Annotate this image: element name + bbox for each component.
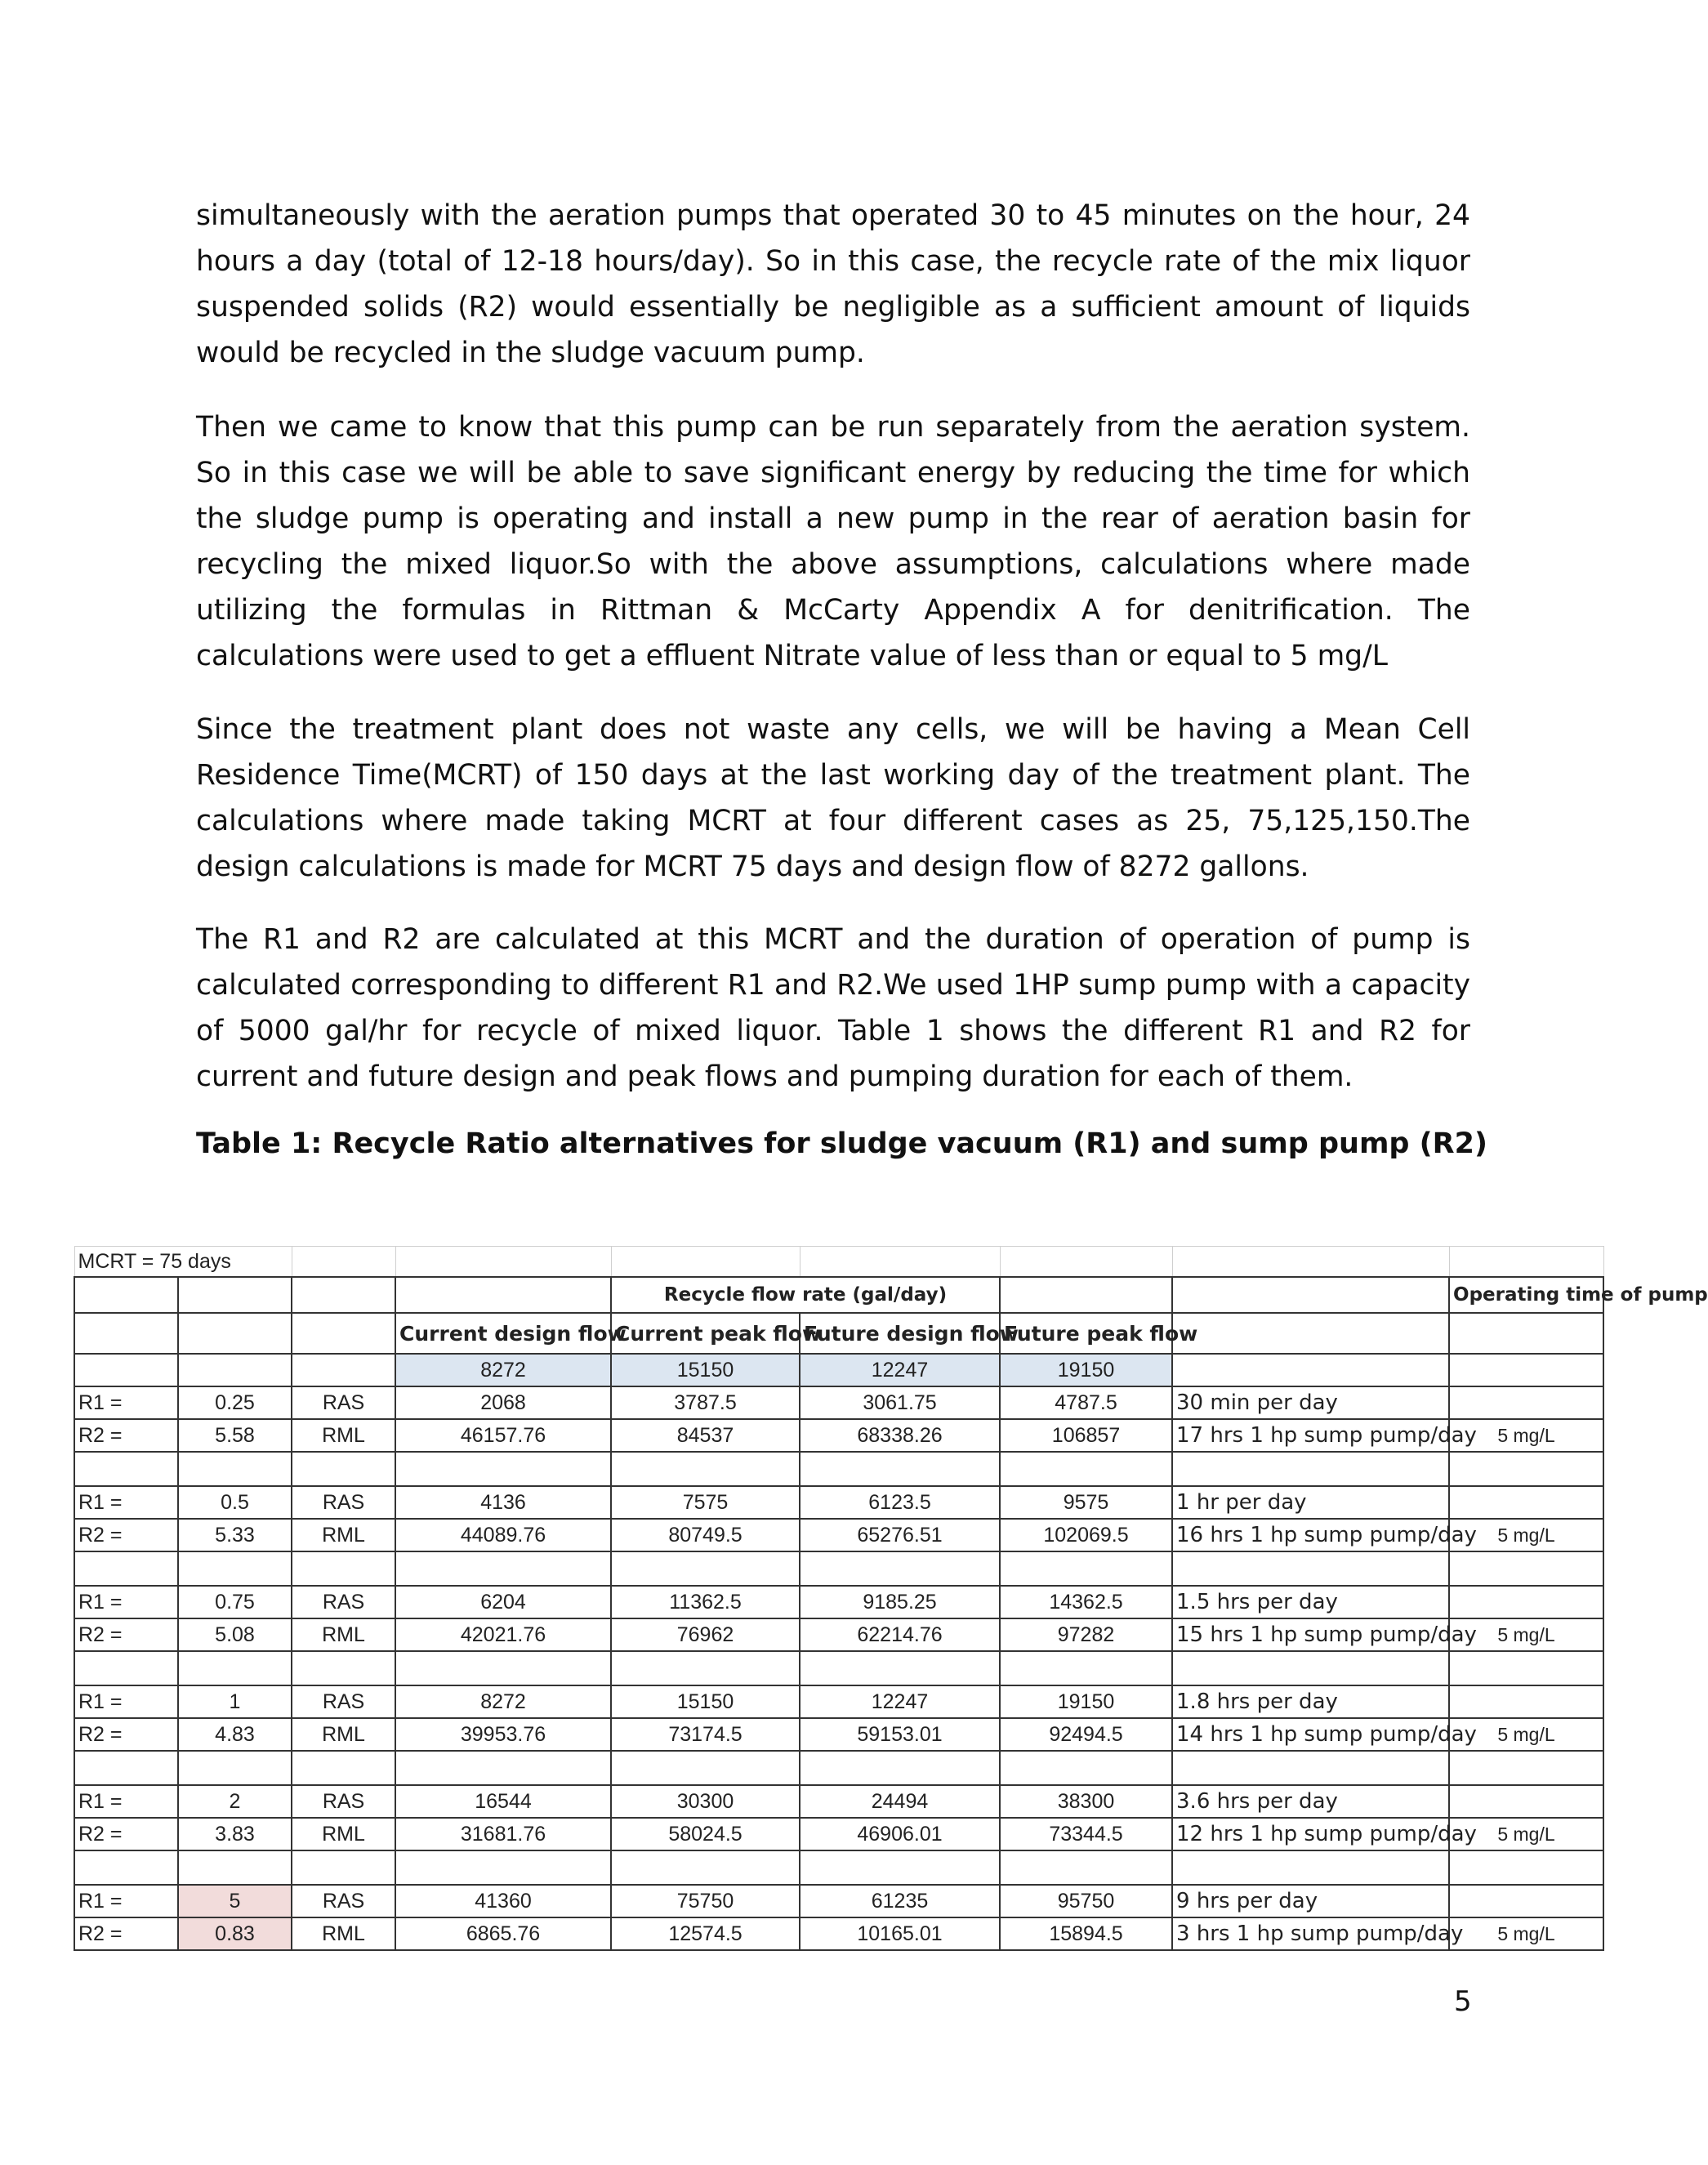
ratio-value: 0.83 — [178, 1917, 292, 1950]
operating-time: 15 hrs 1 hp sump pump/day — [1172, 1618, 1449, 1651]
table-row — [74, 1818, 1603, 1850]
flow-value: 106857 — [1000, 1419, 1172, 1452]
recycle-type: RML — [292, 1818, 395, 1850]
spacer-row — [74, 1651, 1603, 1685]
ratio-value: 0.25 — [178, 1386, 292, 1419]
flow-value: 15150 — [611, 1685, 800, 1718]
operating-time: 30 min per day — [1172, 1386, 1449, 1419]
spacer-row — [74, 1850, 1603, 1885]
recycle-type: RAS — [292, 1386, 395, 1419]
effluent-value — [1449, 1486, 1603, 1519]
flow-value: 65276.51 — [800, 1519, 1000, 1551]
recycle-type: RAS — [292, 1685, 395, 1718]
table-row — [74, 1685, 1603, 1718]
flow-value: 19150 — [1000, 1685, 1172, 1718]
effluent-value: 5 mg/L — [1449, 1519, 1603, 1551]
operating-time: 1.8 hrs per day — [1172, 1685, 1449, 1718]
flow-value: 30300 — [611, 1785, 800, 1818]
flow-value: 16544 — [395, 1785, 611, 1818]
flow-value: 68338.26 — [800, 1419, 1000, 1452]
effluent-value: 5 mg/L — [1449, 1618, 1603, 1651]
flow-value: 46157.76 — [395, 1419, 611, 1452]
operating-time: 1 hr per day — [1172, 1486, 1449, 1519]
flow-value: 4136 — [395, 1486, 611, 1519]
flow-value: 9575 — [1000, 1486, 1172, 1519]
flow-value: 6865.76 — [395, 1917, 611, 1950]
spacer-row — [74, 1452, 1603, 1486]
ratio-label: R2 = — [74, 1917, 178, 1950]
ratio-label: R2 = — [74, 1419, 178, 1452]
effluent-value: 5 mg/L — [1449, 1917, 1603, 1950]
flow-value: 92494.5 — [1000, 1718, 1172, 1751]
operating-time: 9 hrs per day — [1172, 1885, 1449, 1917]
flow-value: 31681.76 — [395, 1818, 611, 1850]
flow-value: 59153.01 — [800, 1718, 1000, 1751]
paragraph-2: Then we came to know that this pump can be run separately from the aeration system. So in this case we will be able to save significant energy by reducing the time for which the sludge pump is operating and install a new pump in the rear of aeration basin for recycling the mixed liquor.So with the above assumptions, calculations where made utilizing the formulas in Rittman & McCarty Appendix A for denitrification. The calculations were used to get a effluent Nitrate value of less than or equal to 5 mg/L — [196, 411, 1470, 672]
operating-time-header: Operating time of pump — [1449, 1277, 1603, 1313]
flow-value: 58024.5 — [611, 1818, 800, 1850]
flow-value: 80749.5 — [611, 1519, 800, 1551]
operating-time: 17 hrs 1 hp sump pump/day — [1172, 1419, 1449, 1452]
operating-time: 3 hrs 1 hp sump pump/day — [1172, 1917, 1449, 1950]
ratio-value: 0.75 — [178, 1586, 292, 1618]
table-row — [74, 1419, 1603, 1452]
ratio-label: R1 = — [74, 1685, 178, 1718]
recycle-type: RML — [292, 1718, 395, 1751]
column-header-current-peak: Current peak flow — [611, 1313, 800, 1354]
flow-value: 3787.5 — [611, 1386, 800, 1419]
flow-value: 73344.5 — [1000, 1818, 1172, 1850]
paragraph-1: simultaneously with the aeration pumps that operated 30 to 45 minutes on the hour, 24 hours a day (total of 12-18 hours/day). So in this case, the recycle rate of the mix liquor suspended solids (R2) would essentially be negligible as a sufficient amount of liquids would be recycled in the sludge vacuum pump. — [196, 199, 1470, 369]
column-header-current-design: Current design flow — [395, 1313, 611, 1354]
mcrt-row — [74, 1247, 1603, 1278]
flow-value: 12574.5 — [611, 1917, 800, 1950]
recycle-type: RAS — [292, 1586, 395, 1618]
ratio-value: 5.58 — [178, 1419, 292, 1452]
flow-value: 75750 — [611, 1885, 800, 1917]
recycle-type: RAS — [292, 1885, 395, 1917]
flow-value: 62214.76 — [800, 1618, 1000, 1651]
table-row — [74, 1885, 1603, 1917]
recycle-type: RAS — [292, 1785, 395, 1818]
header-row-1 — [74, 1277, 1603, 1313]
operating-time: 3.6 hrs per day — [1172, 1785, 1449, 1818]
recycle-type: RAS — [292, 1486, 395, 1519]
column-header-future-design: Future design flow — [800, 1313, 1000, 1354]
spreadsheet-grid — [74, 1246, 1708, 1951]
ratio-label: R1 = — [74, 1586, 178, 1618]
mcrt-label: MCRT = 75 days — [74, 1247, 292, 1278]
flow-value: 10165.01 — [800, 1917, 1000, 1950]
design-flow-future-peak: 19150 — [1000, 1354, 1172, 1386]
table-row — [74, 1486, 1603, 1519]
paragraph-3: Since the treatment plant does not waste any cells, we will be having a Mean Cell Residence Time(MCRT) of 150 days at the last working day of the treatment plant. The calculations where made taking MCRT at four different cases as 25, 75,125,150.The design calculations is made for MCRT 75 days and design flow of 8272 gallons. — [196, 713, 1470, 883]
flow-value: 97282 — [1000, 1618, 1172, 1651]
ratio-value: 3.83 — [178, 1818, 292, 1850]
flow-value: 7575 — [611, 1486, 800, 1519]
recycle-type: RML — [292, 1917, 395, 1950]
flow-value: 11362.5 — [611, 1586, 800, 1618]
table-row — [74, 1519, 1603, 1551]
flow-value: 12247 — [800, 1685, 1000, 1718]
flow-value: 84537 — [611, 1419, 800, 1452]
flow-value: 102069.5 — [1000, 1519, 1172, 1551]
operating-time: 1.5 hrs per day — [1172, 1586, 1449, 1618]
effluent-value: 5 mg/L — [1449, 1718, 1603, 1751]
flow-value: 42021.76 — [395, 1618, 611, 1651]
ratio-value: 5 — [178, 1885, 292, 1917]
recycle-type: RML — [292, 1419, 395, 1452]
paragraph-4: The R1 and R2 are calculated at this MCRT and the duration of operation of pump is calculated corresponding to different R1 and R2.We used 1HP sump pump with a capacity of 5000 gal/hr for recycle of mixed liquor. Table 1 shows the different R1 and R2 for current and future design and peak flows and pumping duration for each of them. — [196, 923, 1470, 1093]
flow-value: 8272 — [395, 1685, 611, 1718]
table-row — [74, 1718, 1603, 1751]
table-caption: Table 1: Recycle Ratio alternatives for sludge vacuum (R1) and sump pump (R2) — [196, 1127, 1487, 1160]
ratio-value: 0.5 — [178, 1486, 292, 1519]
table-row — [74, 1785, 1603, 1818]
effluent-value — [1449, 1586, 1603, 1618]
flow-value: 4787.5 — [1000, 1386, 1172, 1419]
flow-value: 3061.75 — [800, 1386, 1000, 1419]
ratio-label: R1 = — [74, 1386, 178, 1419]
flow-value: 24494 — [800, 1785, 1000, 1818]
ratio-label: R2 = — [74, 1618, 178, 1651]
recycle-flow-header: Recycle flow rate (gal/day) — [611, 1277, 1000, 1313]
spacer-row — [74, 1751, 1603, 1785]
flow-value: 6204 — [395, 1586, 611, 1618]
effluent-value — [1449, 1685, 1603, 1718]
recycle-type: RML — [292, 1519, 395, 1551]
operating-time: 16 hrs 1 hp sump pump/day — [1172, 1519, 1449, 1551]
flow-value: 6123.5 — [800, 1486, 1000, 1519]
flow-value: 14362.5 — [1000, 1586, 1172, 1618]
effluent-value: 5 mg/L — [1449, 1419, 1603, 1452]
header-row-2 — [74, 1313, 1603, 1354]
column-header-future-peak: Future peak flow — [1000, 1313, 1172, 1354]
effluent-value — [1449, 1885, 1603, 1917]
effluent-value — [1449, 1386, 1603, 1419]
ratio-label: R2 = — [74, 1519, 178, 1551]
ratio-value: 5.33 — [178, 1519, 292, 1551]
page-number: 5 — [1454, 1985, 1472, 2018]
flow-value: 41360 — [395, 1885, 611, 1917]
operating-time: 12 hrs 1 hp sump pump/day — [1172, 1818, 1449, 1850]
ratio-value: 5.08 — [178, 1618, 292, 1651]
flow-value: 95750 — [1000, 1885, 1172, 1917]
table-row — [74, 1917, 1603, 1950]
flow-value: 61235 — [800, 1885, 1000, 1917]
flow-value: 9185.25 — [800, 1586, 1000, 1618]
table-row — [74, 1618, 1603, 1651]
ratio-label: R1 = — [74, 1486, 178, 1519]
ratio-value: 4.83 — [178, 1718, 292, 1751]
flow-value: 38300 — [1000, 1785, 1172, 1818]
table-row — [74, 1386, 1603, 1419]
ratio-value: 1 — [178, 1685, 292, 1718]
table-row — [74, 1586, 1603, 1618]
effluent-value: 5 mg/L — [1449, 1818, 1603, 1850]
ratio-value: 2 — [178, 1785, 292, 1818]
ratio-label: R2 = — [74, 1718, 178, 1751]
recycle-type: RML — [292, 1618, 395, 1651]
design-flow-current-peak: 15150 — [611, 1354, 800, 1386]
flow-value: 44089.76 — [395, 1519, 611, 1551]
flow-value: 2068 — [395, 1386, 611, 1419]
design-flow-row — [74, 1354, 1603, 1386]
recycle-ratio-table — [74, 1246, 1708, 1951]
ratio-label: R1 = — [74, 1785, 178, 1818]
design-flow-current: 8272 — [395, 1354, 611, 1386]
ratio-label: R2 = — [74, 1818, 178, 1850]
design-flow-future: 12247 — [800, 1354, 1000, 1386]
ratio-label: R1 = — [74, 1885, 178, 1917]
flow-value: 15894.5 — [1000, 1917, 1172, 1950]
flow-value: 39953.76 — [395, 1718, 611, 1751]
spacer-row — [74, 1551, 1603, 1586]
flow-value: 46906.01 — [800, 1818, 1000, 1850]
flow-value: 76962 — [611, 1618, 800, 1651]
operating-time: 14 hrs 1 hp sump pump/day — [1172, 1718, 1449, 1751]
flow-value: 73174.5 — [611, 1718, 800, 1751]
effluent-value — [1449, 1785, 1603, 1818]
